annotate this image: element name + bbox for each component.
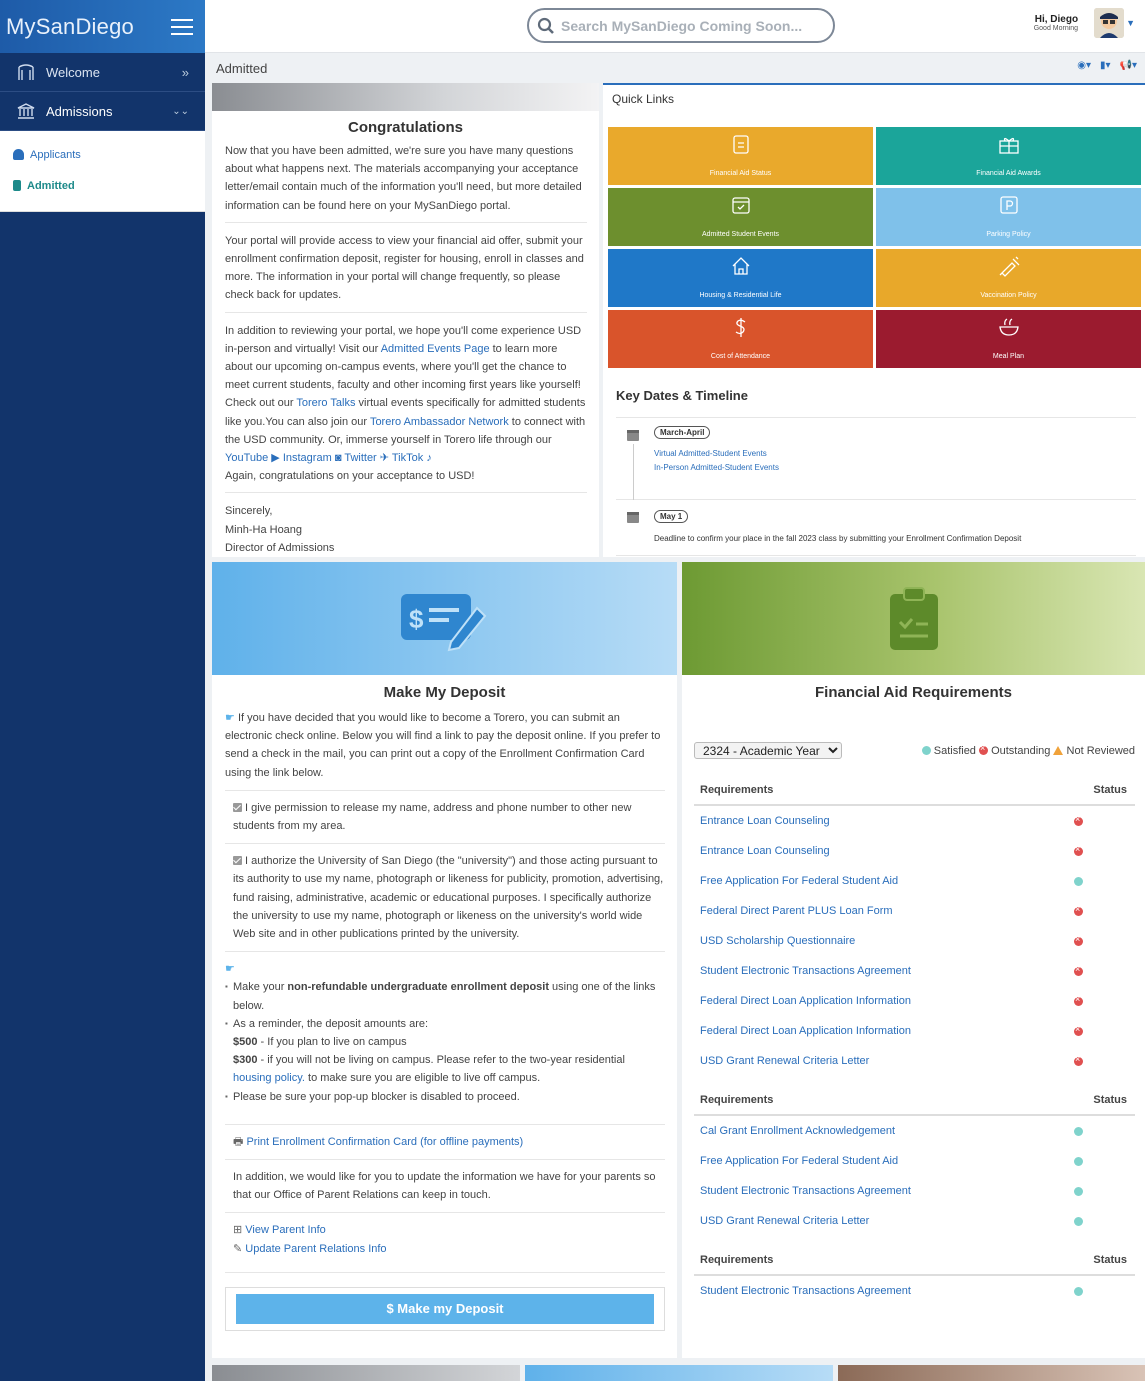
amount: $500 [233,1036,258,1049]
chevron-down-icon[interactable]: ▼ [1126,18,1135,28]
table-header [694,784,1135,806]
gate-icon [16,63,36,81]
make-deposit-button[interactable]: $ Make my Deposit [236,1294,654,1324]
col-header: Status [1093,1094,1127,1106]
compass-icon[interactable]: ◉▾ [1077,60,1091,71]
outstanding-icon [1074,937,1083,946]
hand-pointer-icon: ☛ [225,963,235,976]
requirement-link[interactable]: Entrance Loan Counseling [700,845,830,857]
table-row [694,926,1135,956]
text: Again, congratulations on your acceptance to USD! [225,470,475,483]
clipboard-check-icon [888,586,940,652]
status-legend [922,745,1135,757]
date-pill: May 1 [654,510,688,523]
requirement-link[interactable]: Student Electronic Transactions Agreement [700,1285,911,1297]
satisfied-icon [1074,1217,1083,1226]
quick-links-title: Quick Links [612,92,675,106]
outstanding-icon [1074,967,1083,976]
bookmark-icon[interactable]: ▮▾ [1099,60,1111,71]
sidebar-item-welcome[interactable] [0,53,205,92]
tile-label: Financial Aid Awards [976,170,1041,177]
tile-admitted-student-events[interactable] [608,188,873,246]
toolbar [1077,60,1137,71]
youtube-link[interactable]: YouTube [225,452,269,465]
satisfied-icon [922,746,931,755]
financial-aid-controls [694,742,1135,759]
requirement-link[interactable]: Federal Direct Parent PLUS Loan Form [700,905,893,917]
banner-strip [838,1365,1145,1381]
timeline-entry [616,424,1136,500]
clipboard-icon [730,133,752,155]
requirements-group [694,806,1135,1076]
amount: $300 [233,1054,258,1067]
greeting-name: Hi, Diego [1034,14,1079,25]
financial-aid-title: Financial Aid Requirements [815,684,1012,701]
legend-label: Not Reviewed [1066,744,1135,757]
outstanding-icon [1074,847,1083,856]
sidebar-item-admissions[interactable] [0,92,205,131]
satisfied-icon [1074,1157,1083,1166]
text: virtual events specifically for admitted students like you.You can also join our [225,397,586,428]
outstanding-icon [1074,997,1083,1006]
bowl-icon [998,316,1020,338]
deposit-button-wrap [225,1287,665,1331]
outstanding-icon [1074,817,1083,826]
banner-strip [212,1365,520,1381]
tile-label: Meal Plan [992,353,1025,360]
requirement-link[interactable]: Student Electronic Transactions Agreement [700,1185,911,1197]
text: - if you will not be living on campus. Please refer to the two-year residential [257,1054,625,1067]
col-header: Status [1093,784,1127,796]
outstanding-icon [979,746,988,755]
table-header [694,1254,1135,1276]
requirement-link[interactable]: Free Application For Federal Student Aid [700,875,899,887]
table-row [694,1016,1135,1046]
deadline-text: Deadline to confirm your place in the fall 2023 class by submitting your Enrollment Confirmation Deposit [654,534,1022,543]
syringe-icon [998,255,1020,277]
check-signing-icon [399,586,491,652]
twitter-icon: ✈ [379,452,390,465]
table-header [694,1094,1135,1116]
page-header [205,54,1145,83]
requirement-link[interactable]: Federal Direct Loan Application Information [700,995,911,1007]
virtual-events-link[interactable]: Virtual Admitted-Student Events [654,449,767,458]
warning-icon [1053,746,1063,755]
twitter-link[interactable]: Twitter [344,452,377,465]
tile-label: Parking Policy [986,231,1031,238]
table-row [694,1046,1135,1076]
tiktok-link[interactable]: TikTok [391,452,424,465]
col-header: Requirements [700,1254,774,1266]
sidebar-subitem-applicants[interactable] [0,139,205,170]
deposit-hero [212,562,677,675]
double-chevron-down-icon: ⌄⌄ [172,105,189,117]
list-item [225,978,665,1014]
date-pill: March-April [654,426,710,439]
app-logo[interactable]: MySanDiego [6,13,134,39]
sidebar-item-label: Welcome [46,64,100,80]
permission-item[interactable] [225,844,665,952]
panel-banner [212,83,599,111]
deposit-instructions [225,952,665,1125]
signature-line: Sincerely, [225,505,273,518]
ambassador-network-link[interactable]: Torero Ambassador Network [369,415,509,428]
financial-aid-panel [682,562,1145,1358]
table-row [694,1276,1135,1306]
housing-policy-link[interactable]: housing policy. [233,1072,305,1085]
col-header: Status [1093,1254,1127,1266]
print-row [225,1125,665,1160]
list-item [225,1015,665,1088]
youtube-icon: ▶ [271,452,280,465]
table-row [694,1146,1135,1176]
congratulations-panel [212,83,599,557]
key-dates-title: Key Dates & Timeline [616,388,1136,418]
search-bar[interactable] [527,8,835,43]
user-menu[interactable] [1034,8,1135,38]
table-row [694,836,1135,866]
avatar[interactable] [1094,8,1124,38]
timeline-entry [616,506,1136,556]
signature-name: Minh-Ha Hoang [225,523,303,536]
admissions-submenu [0,131,205,212]
col-header: Requirements [700,784,774,796]
sidebar-item-label: Admissions [46,103,113,119]
torero-talks-link[interactable]: Torero Talks [296,397,356,410]
satisfied-icon [1074,1187,1083,1196]
text: In addition to reviewing your portal, we hope you'll come experience USD in-person and virtually! Visit our [225,324,582,355]
search-input[interactable] [561,18,811,34]
text-bold: non-refundable undergraduate enrollment deposit [287,981,549,994]
in-person-events-link[interactable]: In-Person Admitted-Student Events [654,463,779,472]
tile-parking-policy[interactable] [876,188,1141,246]
outstanding-icon [1074,907,1083,916]
financial-aid-hero [682,562,1145,675]
gift-icon [998,133,1020,155]
text: to make sure you are eligible to live off campus. [304,1072,541,1085]
requirements-table [694,784,1135,1076]
tile-cost-of-attendance[interactable] [608,310,873,368]
institution-icon [16,102,36,120]
tile-label: Housing & Residential Life [699,292,782,299]
requirement-link[interactable]: USD Scholarship Questionnaire [700,935,856,947]
deposit-intro [225,701,665,791]
megaphone-icon[interactable]: 📢▾ [1119,60,1137,71]
permission-text: I give permission to release my name, address and phone number to other new students from my area. [233,801,632,833]
calendar-icon [626,428,640,442]
tiktok-icon: ♪ [426,452,432,465]
instagram-icon: ◙ [334,452,342,465]
text: - If you plan to live on campus [257,1036,407,1049]
col-header: Requirements [700,1094,774,1106]
page-title: Admitted [216,61,268,76]
requirement-link[interactable]: USD Grant Renewal Criteria Letter [700,1055,870,1067]
parking-icon [998,194,1020,216]
calendar-icon [626,510,640,524]
table-row [694,1116,1135,1146]
deposit-intro-text: If you have decided that you would like to become a Torero, you can submit an electronic check online. Below you will find a link to pay the deposit online. If you prefer to send a check in the mail, you can print out a copy of the Enrollment Confirmation Card using the link below. [225,712,661,779]
requirement-link[interactable]: Free Application For Federal Student Aid [700,1155,899,1167]
logo-bar [0,0,205,53]
hand-pointer-icon: ☛ [225,712,235,724]
academic-year-select[interactable] [694,742,842,759]
requirements-group [694,1276,1135,1306]
requirement-link[interactable]: Student Electronic Transactions Agreement [700,965,911,977]
double-chevron-right-icon: » [181,64,189,80]
tile-label: Cost of Attendance [710,353,771,360]
deposit-title: Make My Deposit [383,684,506,701]
outstanding-icon [1074,1057,1083,1066]
greeting [1034,14,1078,32]
quick-links-grid [608,127,1141,368]
update-parent-info-link[interactable]: Update Parent Relations Info [245,1242,387,1255]
quick-links-panel [603,83,1145,557]
view-parent-info-link[interactable]: View Parent Info [245,1224,326,1237]
tile-vaccination-policy[interactable] [876,249,1141,307]
congrats-paragraph: Now that you have been admitted, we're sure you have many questions about what happens next. The materials accompanying your acceptance letter/email contain much of the information you'll need, but more detailed information can be found here on your MySanDiego portal. [225,142,587,223]
list-item: ▪ Please be sure your pop-up blocker is disabled to proceed. [225,1088,665,1106]
menu-icon[interactable] [171,19,193,35]
table-row [694,1176,1135,1206]
table-row [694,1206,1135,1236]
legend-label: Satisfied [933,744,976,757]
parents-text: In addition, we would like for you to update the information we have for your parents so that our Office of Parent Relations can keep in touch. [225,1160,665,1213]
greeting-salutation: Good Morning [1033,25,1079,32]
checkbox[interactable] [233,856,242,865]
key-dates [616,388,1136,556]
satisfied-icon [1074,877,1083,886]
sidebar-subitem-admitted[interactable] [0,170,205,201]
outstanding-icon [1074,1027,1083,1036]
text: As a reminder, the deposit amounts are: [233,1017,429,1030]
signature-title: Director of Admissions [225,541,335,554]
requirement-link[interactable]: Cal Grant Enrollment Acknowledgement [700,1125,896,1137]
table-row [694,986,1135,1016]
legend-label: Outstanding [991,744,1051,757]
text: Make your [233,981,288,994]
checkbox[interactable] [233,803,242,812]
permission-item[interactable] [225,791,665,844]
text: using one of the links below. [233,981,656,1012]
satisfied-icon [1074,1127,1083,1136]
congratulations-title: Congratulations [348,119,463,136]
badge-icon [13,180,21,191]
parent-links [225,1213,665,1272]
requirement-link[interactable]: Entrance Loan Counseling [700,815,830,827]
sidebar [0,0,205,1381]
congrats-paragraph: Your portal will provide access to view your financial aid offer, submit your enrollment confirmation deposit, register for housing, enroll in classes and more. The information in your portal will change frequently, so please check back for updates. [225,232,587,313]
print-confirmation-link[interactable]: Print Enrollment Confirmation Card (for offline payments) [246,1135,524,1148]
admitted-events-link[interactable]: Admitted Events Page [380,342,490,355]
dollar-icon [730,316,752,338]
person-icon [13,149,24,160]
table-row [694,896,1135,926]
svg-text:$: $ [408,603,423,634]
deposit-panel [212,562,677,1358]
top-header [205,0,1145,53]
requirement-link[interactable]: USD Grant Renewal Criteria Letter [700,1215,870,1227]
tile-label: Financial Aid Status [709,170,772,177]
congrats-paragraph [225,322,587,494]
requirements-table [694,1254,1135,1306]
tile-label: Admitted Student Events [701,231,780,238]
house-icon [730,255,752,277]
tile-label: Vaccination Policy [980,292,1037,299]
subitem-label: Admitted [27,179,75,192]
table-row [694,956,1135,986]
tile-housing-residential-life[interactable] [608,249,873,307]
satisfied-icon [1074,1287,1083,1296]
signature [225,502,587,557]
bottom-banners [212,1365,1145,1381]
tile-financial-aid-awards[interactable] [876,127,1141,185]
sitemap-icon: ⊞ [233,1224,243,1237]
printer-icon: 🖶 [233,1135,244,1148]
instagram-link[interactable]: Instagram [282,452,332,465]
tile-financial-aid-status[interactable] [608,127,873,185]
requirements-group [694,1116,1135,1236]
calendar-check-icon [730,194,752,216]
banner-strip [525,1365,833,1381]
requirement-link[interactable]: Federal Direct Loan Application Information [700,1025,911,1037]
requirements-table [694,1094,1135,1236]
text: to connect with the USD community. Or, immerse yourself in Torero life through our [225,415,586,446]
subitem-label: Applicants [30,148,81,161]
table-row [694,866,1135,896]
tile-meal-plan[interactable] [876,310,1141,368]
search-icon [537,17,555,35]
text: to learn more about our upcoming on-campus events, where you'll get the chance to meet current students, faculty and other incoming first years like yourself! Check out our [225,342,581,410]
table-row [694,806,1135,836]
user-edit-icon: ✎ [233,1242,243,1255]
permission-text: I authorize the University of San Diego (the "university") and those acting pursuant to its authority to use my name, photograph or likeness for publicity, promotion, advertising, fund raising, administrative, academic or educational purposes. I specifically authorize the university to use my name, photograph or likeness on the university's world wide Web site and in other publications printed by the university. [233,855,664,941]
